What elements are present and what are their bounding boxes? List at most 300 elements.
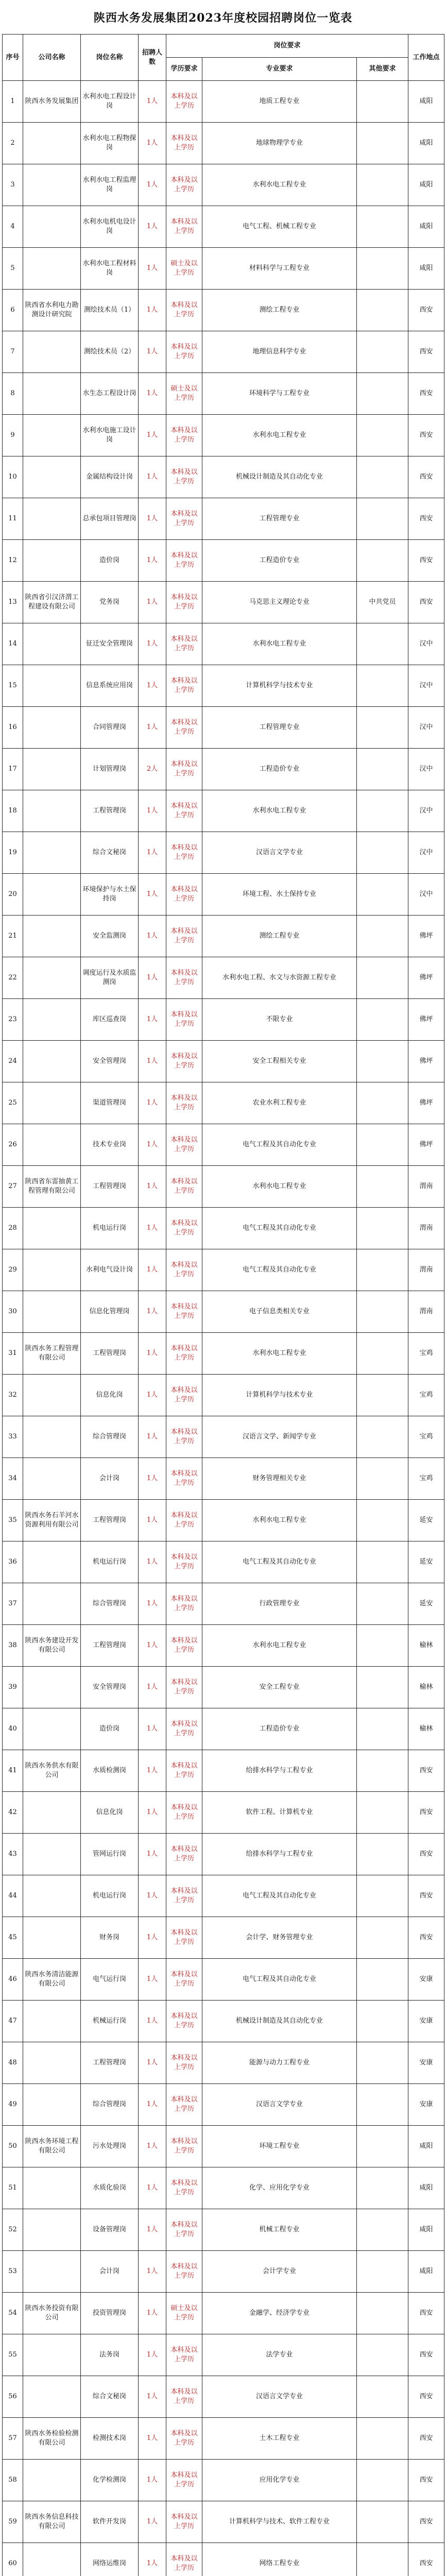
cell-seq: 38 <box>3 1625 23 1667</box>
cell-position: 计划管理岗 <box>81 749 139 790</box>
cell-company <box>23 373 81 415</box>
table-row <box>3 2376 444 2418</box>
table-row <box>3 2084 444 2126</box>
cell-position: 水质检测岗 <box>81 1750 139 1792</box>
cell-location: 西安 <box>408 2293 444 2334</box>
cell-position: 党务岗 <box>81 582 139 623</box>
cell-seq: 35 <box>3 1500 23 1541</box>
table-row <box>3 1959 444 2001</box>
cell-major: 汉语言文学专业 <box>202 2084 357 2126</box>
cell-count: 1人 <box>139 2501 166 2543</box>
cell-count: 1人 <box>139 1834 166 1875</box>
cell-degree: 本科及以上学历 <box>166 790 202 832</box>
cell-position: 综合管理岗 <box>81 1416 139 1458</box>
cell-location: 宝鸡 <box>408 1416 444 1458</box>
cell-major: 计算机科学与技术、软件工程专业 <box>202 2501 357 2543</box>
cell-location: 汉中 <box>408 790 444 832</box>
recruitment-table <box>2 34 444 2576</box>
cell-major: 给排水科学与工程专业 <box>202 1834 357 1875</box>
header-degree: 学历要求 <box>166 58 202 81</box>
cell-count: 1人 <box>139 2251 166 2293</box>
cell-company <box>23 1917 81 1959</box>
cell-position: 机械运行岗 <box>81 2001 139 2042</box>
cell-count: 1人 <box>139 2042 166 2084</box>
cell-position: 检测技术岗 <box>81 2418 139 2460</box>
cell-location: 西安 <box>408 1750 444 1792</box>
cell-count: 1人 <box>139 1917 166 1959</box>
cell-degree: 本科及以上学历 <box>166 498 202 540</box>
cell-position: 法务岗 <box>81 2334 139 2376</box>
cell-location: 西安 <box>408 456 444 498</box>
cell-company: 陕西水务清洁能源有限公司 <box>23 1959 81 2001</box>
cell-seq: 11 <box>3 498 23 540</box>
cell-position: 信息化岗 <box>81 1792 139 1834</box>
cell-count: 1人 <box>139 2293 166 2334</box>
cell-other <box>357 331 408 373</box>
cell-position: 工程管理岗 <box>81 2042 139 2084</box>
cell-count: 1人 <box>139 206 166 248</box>
cell-degree: 本科及以上学历 <box>166 1500 202 1541</box>
cell-seq: 54 <box>3 2293 23 2334</box>
cell-major: 行政管理专业 <box>202 1583 357 1625</box>
cell-count: 1人 <box>139 2084 166 2126</box>
cell-other <box>357 1416 408 1458</box>
cell-count: 1人 <box>139 1959 166 2001</box>
cell-degree: 本科及以上学历 <box>166 1291 202 1333</box>
header-row <box>3 35 444 58</box>
cell-location: 西安 <box>408 2376 444 2418</box>
cell-degree: 本科及以上学历 <box>166 2460 202 2501</box>
cell-degree: 硕士及以上学历 <box>166 2293 202 2334</box>
cell-degree: 本科及以上学历 <box>166 2376 202 2418</box>
cell-count: 1人 <box>139 1708 166 1750</box>
cell-other <box>357 749 408 790</box>
cell-degree: 本科及以上学历 <box>166 665 202 707</box>
cell-degree: 本科及以上学历 <box>166 1208 202 1249</box>
cell-major: 环境工程专业 <box>202 2126 357 2167</box>
cell-location: 咸阳 <box>408 2251 444 2293</box>
cell-other <box>357 2460 408 2501</box>
cell-other <box>357 1291 408 1333</box>
cell-location: 佛坪 <box>408 1082 444 1124</box>
cell-position: 信息系统应用岗 <box>81 665 139 707</box>
cell-position: 技术专业岗 <box>81 1124 139 1166</box>
cell-degree: 本科及以上学历 <box>166 2418 202 2460</box>
cell-position: 水利水电工程设计岗 <box>81 81 139 123</box>
cell-other <box>357 2167 408 2209</box>
cell-degree: 本科及以上学历 <box>166 1124 202 1166</box>
cell-position: 安全管理岗 <box>81 1041 139 1082</box>
cell-count: 1人 <box>139 2001 166 2042</box>
cell-degree: 本科及以上学历 <box>166 999 202 1041</box>
cell-count: 1人 <box>139 623 166 665</box>
cell-other <box>357 2334 408 2376</box>
cell-company <box>23 916 81 957</box>
cell-seq: 43 <box>3 1834 23 1875</box>
cell-seq: 31 <box>3 1333 23 1375</box>
cell-count: 1人 <box>139 2376 166 2418</box>
cell-degree: 本科及以上学历 <box>166 1375 202 1416</box>
cell-company: 陕西省引汉济渭工程建设有限公司 <box>23 582 81 623</box>
cell-degree: 本科及以上学历 <box>166 2543 202 2576</box>
table-row <box>3 1291 444 1333</box>
cell-degree: 本科及以上学历 <box>166 832 202 874</box>
cell-degree: 本科及以上学历 <box>166 2167 202 2209</box>
cell-company <box>23 1541 81 1583</box>
cell-position: 工程管理岗 <box>81 790 139 832</box>
cell-count: 1人 <box>139 498 166 540</box>
table-row <box>3 1082 444 1124</box>
cell-company <box>23 1834 81 1875</box>
cell-seq: 7 <box>3 331 23 373</box>
table-row <box>3 456 444 498</box>
cell-seq: 29 <box>3 1249 23 1291</box>
cell-position: 电气运行岗 <box>81 1959 139 2001</box>
table-row <box>3 498 444 540</box>
cell-seq: 32 <box>3 1375 23 1416</box>
cell-other <box>357 2418 408 2460</box>
cell-seq: 5 <box>3 248 23 290</box>
cell-location: 渭南 <box>408 1249 444 1291</box>
cell-other <box>357 832 408 874</box>
cell-other <box>357 2126 408 2167</box>
cell-major: 应用化学专业 <box>202 2460 357 2501</box>
cell-count: 1人 <box>139 1458 166 1500</box>
cell-seq: 12 <box>3 540 23 582</box>
cell-count: 1人 <box>139 1082 166 1124</box>
cell-degree: 本科及以上学历 <box>166 1583 202 1625</box>
cell-major: 工程造价专业 <box>202 540 357 582</box>
cell-other <box>357 373 408 415</box>
cell-position: 金属结构设计岗 <box>81 456 139 498</box>
cell-count: 1人 <box>139 415 166 456</box>
cell-count: 1人 <box>139 1625 166 1667</box>
cell-degree: 本科及以上学历 <box>166 582 202 623</box>
cell-degree: 本科及以上学历 <box>166 290 202 331</box>
cell-company: 陕西水务石羊河水资源利用有限公司 <box>23 1500 81 1541</box>
cell-seq: 9 <box>3 415 23 456</box>
cell-seq: 57 <box>3 2418 23 2460</box>
cell-company <box>23 540 81 582</box>
table-row <box>3 1667 444 1708</box>
cell-location: 宝鸡 <box>408 1458 444 1500</box>
cell-company <box>23 2334 81 2376</box>
cell-company <box>23 957 81 999</box>
cell-company <box>23 1082 81 1124</box>
cell-location: 西安 <box>408 2418 444 2460</box>
cell-degree: 本科及以上学历 <box>166 957 202 999</box>
cell-company <box>23 123 81 164</box>
cell-company <box>23 498 81 540</box>
cell-count: 1人 <box>139 1333 166 1375</box>
cell-position: 造价岗 <box>81 540 139 582</box>
cell-location: 佛坪 <box>408 916 444 957</box>
cell-location: 汉中 <box>408 623 444 665</box>
table-row <box>3 248 444 290</box>
cell-other <box>357 623 408 665</box>
cell-other <box>357 2209 408 2251</box>
cell-company <box>23 790 81 832</box>
cell-count: 1人 <box>139 1416 166 1458</box>
cell-seq: 47 <box>3 2001 23 2042</box>
cell-seq: 40 <box>3 1708 23 1750</box>
cell-location: 西安 <box>408 415 444 456</box>
cell-company <box>23 2251 81 2293</box>
cell-seq: 53 <box>3 2251 23 2293</box>
cell-company <box>23 2376 81 2418</box>
cell-company <box>23 1124 81 1166</box>
cell-company <box>23 832 81 874</box>
cell-location: 汉中 <box>408 749 444 790</box>
cell-other <box>357 790 408 832</box>
cell-major: 电气工程及其自动化专业 <box>202 1875 357 1917</box>
table-row <box>3 2293 444 2334</box>
cell-major: 机械设计制造及其自动化专业 <box>202 456 357 498</box>
cell-seq: 51 <box>3 2167 23 2209</box>
cell-count: 1人 <box>139 957 166 999</box>
cell-position: 造价岗 <box>81 1708 139 1750</box>
cell-company <box>23 206 81 248</box>
cell-count: 1人 <box>139 1541 166 1583</box>
cell-location: 佛坪 <box>408 957 444 999</box>
cell-degree: 本科及以上学历 <box>166 2251 202 2293</box>
cell-company <box>23 456 81 498</box>
cell-major: 汉语言文学专业 <box>202 832 357 874</box>
cell-location: 咸阳 <box>408 248 444 290</box>
table-row <box>3 790 444 832</box>
table-row <box>3 1208 444 1249</box>
cell-count: 1人 <box>139 582 166 623</box>
table-row <box>3 2209 444 2251</box>
cell-location: 渭南 <box>408 1291 444 1333</box>
cell-seq: 13 <box>3 582 23 623</box>
table-row <box>3 749 444 790</box>
cell-seq: 45 <box>3 1917 23 1959</box>
cell-seq: 37 <box>3 1583 23 1625</box>
cell-seq: 55 <box>3 2334 23 2376</box>
cell-seq: 23 <box>3 999 23 1041</box>
header-seq: 序号 <box>3 35 23 81</box>
cell-company <box>23 749 81 790</box>
table-row <box>3 1583 444 1625</box>
cell-position: 水利水电工程监理岗 <box>81 164 139 206</box>
cell-seq: 20 <box>3 874 23 916</box>
cell-seq: 49 <box>3 2084 23 2126</box>
cell-count: 1人 <box>139 164 166 206</box>
cell-position: 征迁安全管理岗 <box>81 623 139 665</box>
cell-position: 综合管理岗 <box>81 1583 139 1625</box>
cell-location: 安康 <box>408 2042 444 2084</box>
cell-major: 电气工程及其自动化专业 <box>202 1541 357 1583</box>
cell-count: 1人 <box>139 456 166 498</box>
cell-position: 合同管理岗 <box>81 707 139 749</box>
cell-position: 渠道管理岗 <box>81 1082 139 1124</box>
cell-position: 机电运行岗 <box>81 1208 139 1249</box>
cell-major: 环境科学与工程专业 <box>202 373 357 415</box>
cell-position: 信息化岗 <box>81 1375 139 1416</box>
cell-seq: 2 <box>3 123 23 164</box>
cell-other <box>357 1750 408 1792</box>
cell-major: 水利水电工程专业 <box>202 1625 357 1667</box>
cell-major: 地质工程专业 <box>202 81 357 123</box>
cell-count: 2人 <box>139 749 166 790</box>
cell-seq: 4 <box>3 206 23 248</box>
cell-count: 1人 <box>139 916 166 957</box>
cell-other <box>357 123 408 164</box>
cell-position: 安全管理岗 <box>81 1667 139 1708</box>
cell-major: 会计学、财务管理专业 <box>202 1917 357 1959</box>
cell-location: 安康 <box>408 2084 444 2126</box>
cell-position: 工程管理岗 <box>81 1166 139 1208</box>
cell-seq: 21 <box>3 916 23 957</box>
cell-major: 工程造价专业 <box>202 1708 357 1750</box>
cell-major: 测绘工程专业 <box>202 916 357 957</box>
table-row <box>3 415 444 456</box>
table-row <box>3 916 444 957</box>
cell-position: 财务岗 <box>81 1917 139 1959</box>
cell-location: 西安 <box>408 373 444 415</box>
cell-major: 环境工程、水土保持专业 <box>202 874 357 916</box>
cell-major: 土木工程专业 <box>202 2418 357 2460</box>
table-row <box>3 1917 444 1959</box>
cell-degree: 本科及以上学历 <box>166 540 202 582</box>
cell-degree: 本科及以上学历 <box>166 1249 202 1291</box>
table-row <box>3 2251 444 2293</box>
table-row <box>3 623 444 665</box>
cell-other <box>357 1667 408 1708</box>
header-count: 招聘人数 <box>139 35 166 81</box>
cell-degree: 本科及以上学历 <box>166 1166 202 1208</box>
cell-degree: 本科及以上学历 <box>166 2334 202 2376</box>
cell-location: 西安 <box>408 290 444 331</box>
cell-count: 1人 <box>139 1875 166 1917</box>
cell-degree: 本科及以上学历 <box>166 123 202 164</box>
cell-company: 陕西水务发展集团 <box>23 81 81 123</box>
cell-location: 宝鸡 <box>408 1375 444 1416</box>
cell-degree: 本科及以上学历 <box>166 2084 202 2126</box>
cell-company <box>23 1708 81 1750</box>
cell-degree: 本科及以上学历 <box>166 331 202 373</box>
header-position: 岗位名称 <box>81 35 139 81</box>
cell-major: 工程造价专业 <box>202 749 357 790</box>
table-row <box>3 1166 444 1208</box>
cell-position: 工程管理岗 <box>81 1500 139 1541</box>
cell-location: 榆林 <box>408 1667 444 1708</box>
cell-other <box>357 1875 408 1917</box>
cell-seq: 10 <box>3 456 23 498</box>
cell-position: 信息化管理岗 <box>81 1291 139 1333</box>
cell-count: 1人 <box>139 1041 166 1082</box>
cell-other <box>357 999 408 1041</box>
cell-degree: 本科及以上学历 <box>166 2126 202 2167</box>
header-location: 工作地点 <box>408 35 444 81</box>
cell-other <box>357 1583 408 1625</box>
cell-count: 1人 <box>139 874 166 916</box>
table-row <box>3 540 444 582</box>
table-row <box>3 1625 444 1667</box>
cell-other <box>357 164 408 206</box>
cell-seq: 8 <box>3 373 23 415</box>
cell-location: 咸阳 <box>408 206 444 248</box>
cell-seq: 36 <box>3 1541 23 1583</box>
cell-company <box>23 1875 81 1917</box>
cell-location: 汉中 <box>408 665 444 707</box>
cell-major: 计算机科学与技术专业 <box>202 665 357 707</box>
cell-major: 马克思主义理论专业 <box>202 582 357 623</box>
cell-degree: 硕士及以上学历 <box>166 248 202 290</box>
cell-location: 安康 <box>408 1959 444 2001</box>
cell-major: 机械工程专业 <box>202 2209 357 2251</box>
cell-degree: 本科及以上学历 <box>166 1834 202 1875</box>
cell-location: 咸阳 <box>408 81 444 123</box>
cell-count: 1人 <box>139 707 166 749</box>
cell-count: 1人 <box>139 81 166 123</box>
table-row <box>3 665 444 707</box>
cell-count: 1人 <box>139 1249 166 1291</box>
table-row <box>3 373 444 415</box>
cell-count: 1人 <box>139 1667 166 1708</box>
cell-seq: 25 <box>3 1082 23 1124</box>
cell-location: 汉中 <box>408 874 444 916</box>
table-row <box>3 874 444 916</box>
cell-count: 1人 <box>139 1166 166 1208</box>
cell-company <box>23 2460 81 2501</box>
cell-other <box>357 2376 408 2418</box>
cell-position: 水质化验岗 <box>81 2167 139 2209</box>
cell-company <box>23 1249 81 1291</box>
cell-major: 汉语言文学专业 <box>202 2376 357 2418</box>
cell-other <box>357 2501 408 2543</box>
cell-position: 库区巡查岗 <box>81 999 139 1041</box>
cell-major: 农业水利工程专业 <box>202 1082 357 1124</box>
cell-degree: 本科及以上学历 <box>166 1541 202 1583</box>
cell-seq: 19 <box>3 832 23 874</box>
cell-other <box>357 248 408 290</box>
cell-count: 1人 <box>139 1792 166 1834</box>
cell-position: 综合文秘岗 <box>81 2376 139 2418</box>
cell-degree: 本科及以上学历 <box>166 1750 202 1792</box>
cell-company <box>23 2167 81 2209</box>
header-other: 其他要求 <box>357 58 408 81</box>
cell-seq: 42 <box>3 1792 23 1834</box>
table-row <box>3 1875 444 1917</box>
cell-count: 1人 <box>139 665 166 707</box>
cell-location: 汉中 <box>408 832 444 874</box>
table-row <box>3 2167 444 2209</box>
cell-count: 1人 <box>139 1124 166 1166</box>
table-row <box>3 2334 444 2376</box>
table-row <box>3 164 444 206</box>
cell-major: 水利水电工程专业 <box>202 790 357 832</box>
cell-location: 渭南 <box>408 1166 444 1208</box>
cell-other <box>357 874 408 916</box>
table-row <box>3 1500 444 1541</box>
cell-location: 榆林 <box>408 1708 444 1750</box>
cell-degree: 本科及以上学历 <box>166 749 202 790</box>
cell-location: 渭南 <box>408 1208 444 1249</box>
cell-other <box>357 2084 408 2126</box>
cell-major: 地球物理学专业 <box>202 123 357 164</box>
cell-other <box>357 916 408 957</box>
cell-other <box>357 2543 408 2576</box>
cell-major: 水利水电工程专业 <box>202 415 357 456</box>
cell-seq: 24 <box>3 1041 23 1082</box>
cell-company <box>23 1416 81 1458</box>
cell-seq: 28 <box>3 1208 23 1249</box>
cell-position: 污水处理岗 <box>81 2126 139 2167</box>
cell-company <box>23 2001 81 2042</box>
cell-other <box>357 1708 408 1750</box>
